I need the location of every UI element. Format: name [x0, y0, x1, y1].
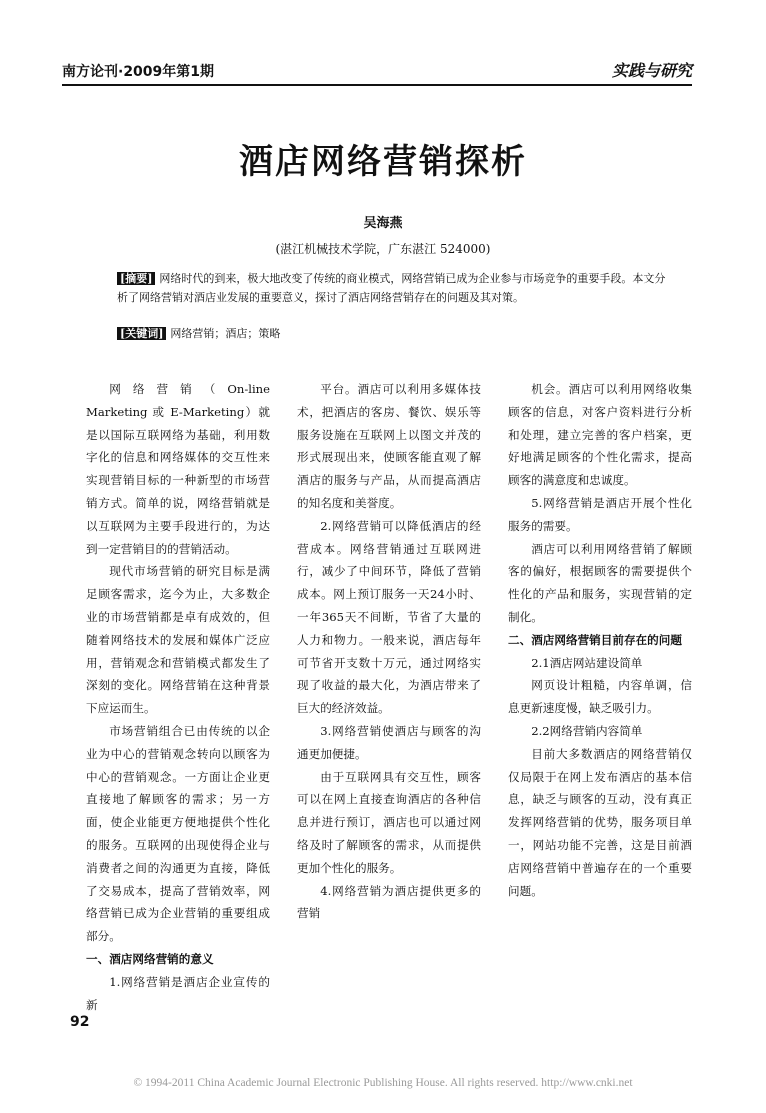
abstract-label: [摘要]: [117, 272, 155, 285]
paragraph: 网页设计粗糙，内容单调，信息更新速度慢，缺乏吸引力。: [508, 678, 692, 716]
copyright-footer: © 1994-2011 China Academic Journal Electronic Publishing House. All rights reserved. http://www.cnki.net: [133, 1077, 633, 1089]
author-name: 吴海燕: [363, 216, 403, 231]
page-number: 92: [70, 1014, 90, 1030]
paragraph: 现代市场营销的研究目标是满足顾客需求，迄今为止，大多数企业的市场营销都是卓有成效的，但随着网络技术的发展和媒体广泛应用，营销观念和营销模式都发生了深刻的变化。网络营销在这种背景下应运而生。: [86, 564, 270, 716]
paragraph: 5.网络营销是酒店开展个性化服务的需要。: [508, 495, 692, 533]
article-title: 酒店网络营销探析: [239, 142, 527, 182]
paragraph: 2.网络营销可以降低酒店的经营成本。网络营销通过互联网进行，减少了中间环节，降低了营销成本。网上预订服务一天24小时、一年365天不间断，节省了大量的人力和物力。一般来说，酒店每年可节省开支数十万元，通过网络实现了收益的最大化，为酒店带来了巨大的经济效益。: [297, 518, 481, 716]
keywords-label: [关键词]: [117, 327, 166, 340]
keywords: [117, 325, 672, 341]
journal-issue: 南方论刊·2009年第1期: [62, 64, 215, 80]
section-heading: 一、酒店网络营销的意义: [86, 951, 214, 966]
body-columns: [86, 378, 692, 1016]
paragraph: 酒店可以利用网络营销了解顾客的偏好，根据顾客的需要提供个性化的产品和服务，实现营销的定制化。: [508, 541, 692, 624]
abstract-text: 网络时代的到来，极大地改变了传统的商业模式，网络营销已成为企业参与市场竞争的重要手段。本文分析了网络营销对酒店业发展的重要意义，探讨了酒店网络营销存在的问题及其对策。: [117, 272, 666, 304]
paragraph: 3.网络营销使酒店与顾客的沟通更加便捷。: [297, 723, 481, 761]
subsection-heading: 2.1酒店网站建设简单: [531, 655, 643, 670]
section-name: 实践与研究: [611, 61, 692, 80]
subsection-heading: 2.2网络营销内容简单: [531, 723, 643, 738]
paragraph: 4.网络营销为酒店提供更多的营销: [297, 883, 481, 921]
running-header: [62, 58, 692, 86]
author-affiliation: (湛江机械技术学院，广东湛江 524000): [275, 242, 491, 256]
keywords-text: 网络营销；酒店；策略: [170, 327, 281, 340]
column-1: [86, 378, 270, 1016]
paragraph: 平台。酒店可以利用多媒体技术，把酒店的客房、餐饮、娱乐等服务设施在互联网上以图文并茂的形式展现出来，使顾客能直观了解酒店的服务与产品，从而提高酒店的知名度和美誉度。: [297, 382, 481, 510]
paragraph: 1.网络营销是酒店企业宣传的新: [86, 974, 270, 1012]
column-2: [297, 378, 481, 1016]
abstract: [117, 269, 672, 307]
paragraph: 由于互联网具有交互性，顾客可以在网上直接查询酒店的各种信息并进行预订，酒店也可以通过网络及时了解顾客的需求，从而提供更加个性化的服务。: [297, 769, 481, 875]
section-heading: 二、酒店网络营销目前存在的问题: [508, 632, 682, 647]
paragraph: 市场营销组合已由传统的以企业为中心的营销观念转向以顾客为中心的营销观念。一方面让企业更直接地了解顾客的需求；另一方面，使企业能更方便地提供个性化的服务。互联网的出现使得企业与消费者之间的沟通更为直接，降低了交易成本，提高了营销效率，网络营销已成为企业营销的重要组成部分。: [86, 723, 270, 944]
column-3: [508, 378, 692, 1016]
paragraph: 目前大多数酒店的网络营销仅仅局限于在网上发布酒店的基本信息，缺乏与顾客的互动，没有真正发挥网络营销的优势，服务项目单一，网站功能不完善，这是目前酒店网络营销中普遍存在的一个重要问题。: [508, 746, 692, 898]
paragraph: 机会。酒店可以利用网络收集顾客的信息，对客户资料进行分析和处理，建立完善的客户档案，更好地满足顾客的个性化需求，提高顾客的满意度和忠诚度。: [508, 382, 692, 488]
paragraph: 网络营销（On-line Marketing 或 E-Marketing）就是以国际互联网络为基础，利用数字化的信息和网络媒体的交互性来实现营销目标的一种新型的市场营销方式。简单的说，网络营销就是以互联网为主要手段进行的，为达到一定营销目的的营销活动。: [86, 382, 270, 556]
